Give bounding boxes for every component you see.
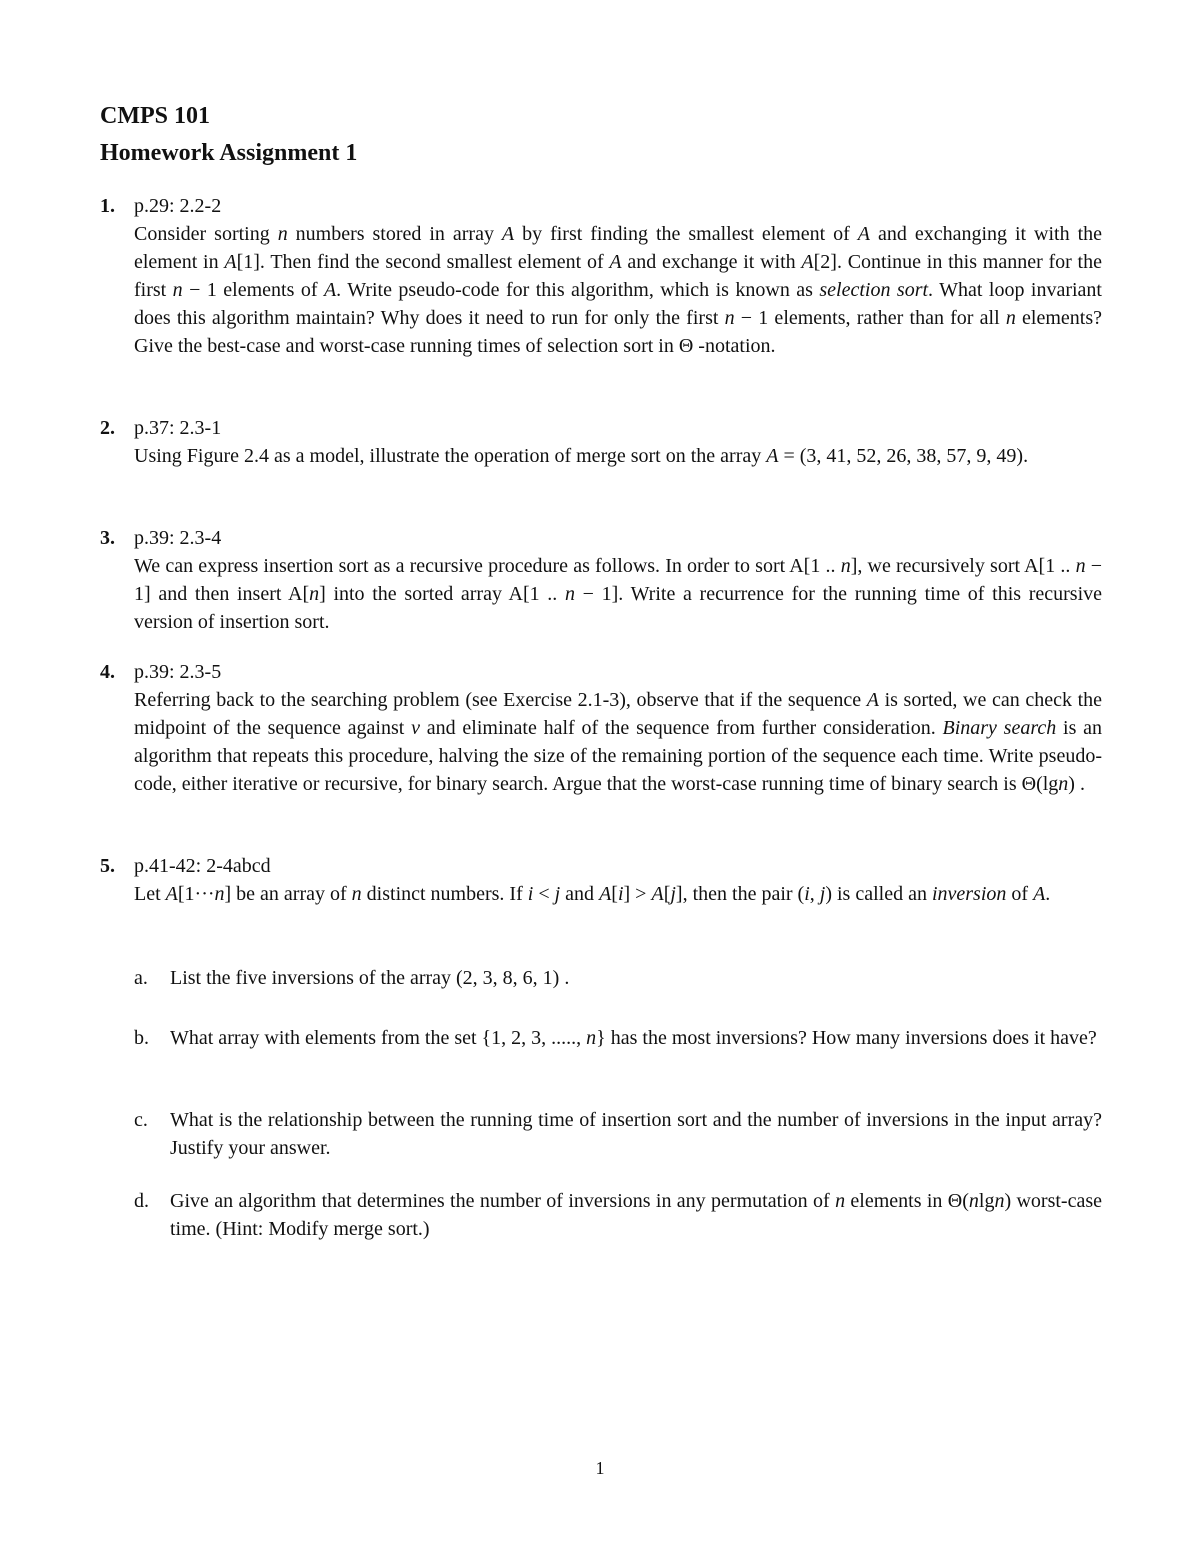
- problem-text: Referring back to the searching problem (see Exercise 2.1-3), observe that if the sequence A is sorted, we can check the midpoint of the sequence against v and eliminate half of the sequence from further consideration. Binary search is an algorithm that repeats this procedure, halving the size of the remaining portion of the sequence each time. Write pseudo-code, either iterative or recursive, for binary search. Argue that the worst-case running time of binary search is Θ(lgn) .: [134, 689, 1103, 795]
- problem-text: We can express insertion sort as a recursive procedure as follows. In order to sort A[1 .. n], we recursively sort A[1 .. n − 1] and then insert A[n] into the sorted array A[1 .. n − 1]. Write a recurrence for the running time of this recursive version of insertion sort.: [134, 555, 1103, 633]
- defined-term: inversion: [931, 883, 1007, 905]
- page-number: 1: [595, 1458, 605, 1478]
- defined-term: selection sort: [819, 279, 929, 301]
- problem-reference: p.39: 2.3-5: [134, 661, 222, 683]
- problem-2: [100, 414, 1102, 470]
- subpart-d: [134, 1187, 1102, 1243]
- subpart-text: What is the relationship between the running time of insertion sort and the number of inversions in the input array? Justify your answer.: [170, 1109, 1102, 1159]
- subpart-letter: a.: [134, 967, 148, 989]
- problem-number: 1.: [100, 195, 115, 217]
- defined-term: Binary search: [942, 717, 1057, 739]
- document-header: [100, 98, 357, 172]
- subpart-a: [134, 964, 1102, 992]
- problem-reference: p.39: 2.3-4: [134, 527, 222, 549]
- problem-text: Using Figure 2.4 as a model, illustrate the operation of merge sort on the array A = (3, 41, 52, 26, 38, 57, 9, 49).: [134, 445, 1029, 467]
- subpart-text: What array with elements from the set {1, 2, 3, ....., n} has the most inversions? How many inversions does it have?: [170, 1027, 1097, 1049]
- problem-1: [100, 192, 1102, 360]
- problem-4: [100, 658, 1102, 798]
- subpart-letter: b.: [134, 1027, 149, 1049]
- problem-reference: p.37: 2.3-1: [134, 417, 222, 439]
- problem-text: Consider sorting n numbers stored in array A by first finding the smallest element of A and exchanging it with the element in A[1]. Then find the second smallest element of A and exchange it with A[2]. Continue in this manner for the first n − 1 elements of A. Write pseudo-code for this algorithm, which is known as selection sort. What loop invariant does this algorithm maintain? Why does it need to run for only the first n − 1 elements, rather than for all n elements? Give the best-case and worst-case running times of selection sort in Θ -notation.: [134, 223, 1103, 357]
- subpart-c: [134, 1106, 1102, 1162]
- problem-3: [100, 524, 1102, 636]
- subpart-letter: d.: [134, 1190, 149, 1212]
- problem-reference: p.29: 2.2-2: [134, 195, 222, 217]
- problem-reference: p.41-42: 2-4abcd: [134, 855, 271, 877]
- subpart-letter: c.: [134, 1109, 148, 1131]
- assignment-title: Homework Assignment 1: [100, 140, 358, 166]
- course-title: CMPS 101: [100, 103, 210, 129]
- subpart-text: Give an algorithm that determines the number of inversions in any permutation of n elements in Θ(nlgn) worst-case time. (Hint: Modify merge sort.): [170, 1190, 1102, 1240]
- subpart-b: [134, 1024, 1102, 1052]
- problem-number: 4.: [100, 661, 115, 683]
- problem-number: 5.: [100, 855, 115, 877]
- problem-text: Let A[1···n] be an array of n distinct numbers. If i < j and A[i] > A[j], then the pair (i, j) is called an inversion of A.: [134, 883, 1051, 905]
- problem-number: 3.: [100, 527, 115, 549]
- problem-5: [100, 852, 1102, 908]
- subpart-text: List the five inversions of the array (2, 3, 8, 6, 1) .: [170, 967, 570, 989]
- problem-number: 2.: [100, 417, 115, 439]
